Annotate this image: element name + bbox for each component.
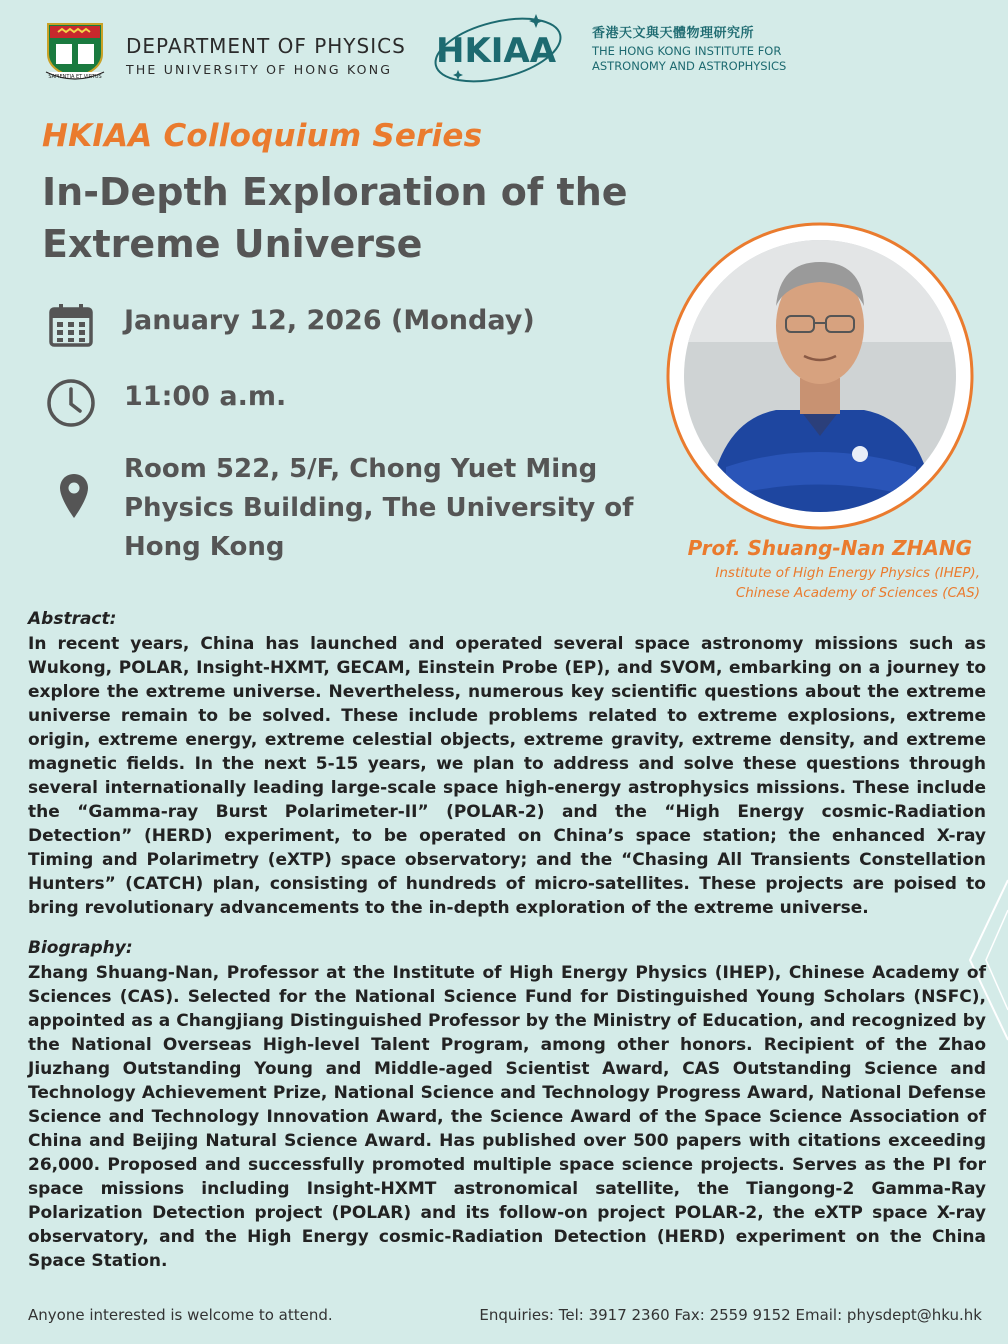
talk-title: In-Depth Exploration of the Extreme Universe <box>42 170 628 266</box>
hkiaa-chinese-name: 香港天文與天體物理研究所 <box>592 26 755 41</box>
biography-text: Zhang Shuang-Nan, Professor at the Institute of High Energy Physics (IHEP), Chinese Academy of Sciences (CAS). Selected for the National Science Fund for Distinguished Young Scholars (NSFC), appointed as a Changjiang Distinguished Professor by the Ministry of Education, and recognized by the National Overseas High-level Talent Program, among other honors. Recipient of the Zhao Jiuzhang Outstanding Young and Middle-aged Scientist Award, CAS Outstanding Science and Technology Achievement Prize, National Science and Technology Progress Award, National Defense Science and Technology Innovation Award, the Science Award of the Space Science Association of China and Beijing Natural Science Award. Has published over 500 papers with citations exceeding 26,000. Proposed and successfully promoted multiple space science projects. Serves as the PI for space missions including Insight-HXMT astronomical satellite, the Tiangong-2 Gamma-Ray Polarization Detection project (POLAR) and its follow-on project POLAR-2, the eXTP space X-ray observatory, and the High Energy cosmic-Radiation Detection (HERD) experiment on the China Space Station. <box>28 963 986 1271</box>
hkiaa-logo-text: HKIAA <box>436 31 557 71</box>
hkiaa-english-name-line1: THE HONG KONG INSTITUTE FOR <box>592 44 782 58</box>
abstract-heading: Abstract: <box>28 609 117 629</box>
footer-welcome-note: Anyone interested is welcome to attend. <box>28 1306 333 1324</box>
abstract-text: In recent years, China has launched and operated several space astronomy missions such as Wukong, POLAR, Insight-HXMT, GECAM, Einstein Probe (EP), and SVOM, embarking on a journey to explore the extreme universe. Nevertheless, numerous key scientific questions about the extreme universe remain to be solved. These include problems related to extreme explosions, extreme origin, extreme energy, extreme celestial objects, extreme gravity, extreme density, and extreme magnetic fields. In the next 5-15 years, we plan to address and solve these questions through several internationally leading large-scale space high-energy astrophysics missions. These include the “Gamma-ray Burst Polarimeter-II” (POLAR-2) and the “High Energy cosmic-Radiation Detection” (HERD) experiment, to be operated on China’s space station; the enhanced X-ray Timing and Polarimetry (eXTP) space observatory; and the “Chasing All Transients Constellation Hunters” (CATCH) plan, consisting of hundreds of micro-satellites. These projects are poised to bring revolutionary advancements to the in-depth exploration of the extreme universe. <box>28 634 986 918</box>
location-pin-icon <box>58 472 90 520</box>
biography-heading: Biography: <box>28 938 133 958</box>
speaker-affiliation-line1: Institute of High Energy Physics (IHEP), <box>715 565 980 581</box>
hkiaa-logo <box>426 8 566 86</box>
clock-icon <box>46 378 96 428</box>
hku-motto: SAPIENTIA ET VIRTUS <box>48 74 102 80</box>
series-title: HKIAA Colloquium Series <box>42 118 483 154</box>
hku-university-name: THE UNIVERSITY OF HONG KONG <box>126 62 393 77</box>
speaker-portrait <box>666 222 974 530</box>
speaker-affiliation-line2: Chinese Academy of Sciences (CAS) <box>735 585 980 601</box>
event-time: 11:00 a.m. <box>124 381 287 412</box>
hkiaa-english-name-line2: ASTRONOMY AND ASTROPHYSICS <box>592 59 787 73</box>
event-venue: Room 522, 5/F, Chong Yuet Ming Physics Building, The University of Hong Kong <box>124 454 634 562</box>
speaker-name: Prof. Shuang-Nan ZHANG <box>687 536 972 560</box>
hku-department-name: DEPARTMENT OF PHYSICS <box>126 34 406 58</box>
footer-enquiries: Enquiries: Tel: 3917 2360 Fax: 2559 9152 Email: physdept@hku.hk <box>479 1306 982 1324</box>
event-date: January 12, 2026 (Monday) <box>124 305 535 336</box>
hku-crest-logo <box>42 20 108 82</box>
calendar-icon <box>48 302 94 348</box>
